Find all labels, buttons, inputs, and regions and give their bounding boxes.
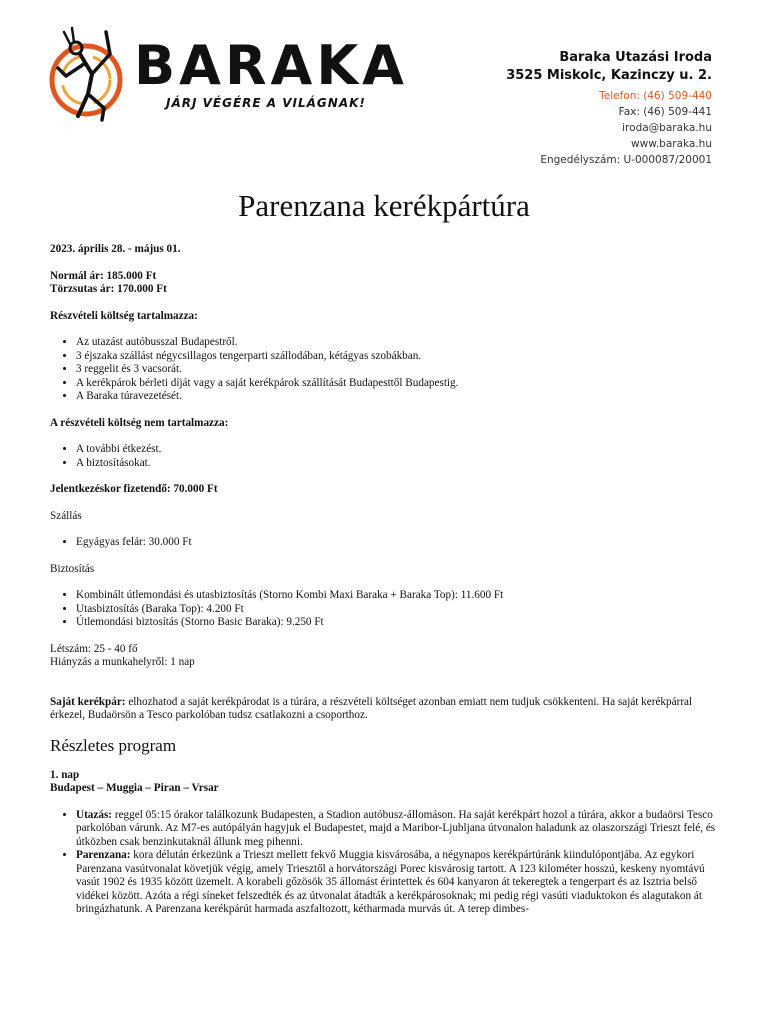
list-item: • Egyágyas felár: 30.000 Ft	[76, 536, 720, 550]
regular-price: Törzsutas ár: 170.000 Ft	[50, 283, 167, 295]
program-item-text: kora délután érkezünk a Trieszt mellett fekvő Muggia kisvárosába, a négynapos kerékpártúránk kiindulópontjába. Az egykori Parenzana vasútvonalat követjük végig, amely Triesztől a horvátországi Porec kisvárosig tartott. A 123 kilométer hosszú, keskeny nyomtávú vasút 1902 és 1935 között üzemelt. A korabeli gőzösök 35 állomást érintettek és 604 kanyaron át tekeregtek a tengerpart és az Isztria belső vidékei között. Azóta a régi síneket felszedték és az útvonalat átadták a kerékpárosoknak; mi pedig régi vasúti viaduktokon és alagutakon át bringázhatunk. A Parenzana kerékpárút harmada aszfaltozott, kétharmada murvás út. A terep dimbes-	[76, 849, 705, 915]
brand-slogan: JÁRJ VÉGÉRE A VILÁGNAK!	[166, 96, 366, 110]
trip-dates: 2023. április 28. - május 01.	[50, 243, 181, 255]
accommodation-list	[50, 536, 720, 550]
own-bike-paragraph	[50, 696, 720, 723]
normal-price: Normál ár: 185.000 Ft	[50, 269, 157, 282]
agency-name: Baraka Utazási Iroda	[559, 50, 712, 65]
list-item: • A kerékpárok bérleti díját vagy a saját kerékpárok szállítását Budapesttől Budapestig.	[76, 377, 720, 391]
excludes-list	[50, 443, 720, 470]
deposit: Jelentkezéskor fizetendő: 70.000 Ft	[50, 483, 218, 495]
program-item	[76, 809, 720, 850]
agency-license: Engedélyszám: U-000087/20001	[540, 154, 712, 166]
headcount: Létszám: 25 - 40 fő	[50, 642, 138, 655]
dancer-logo-icon	[48, 24, 138, 124]
program-item-label: Utazás:	[76, 808, 113, 821]
day-label: 1. nap	[50, 768, 80, 781]
own-bike-label: Saját kerékpár:	[50, 695, 126, 708]
insurance-list	[50, 589, 720, 630]
own-bike-text: elhozhatod a saját kerékpárodat is a túrára, a részvételi költséget azonban emiatt nem tudjuk csökkenteni. Ha saját kerékpárral érkezel, Budaörsön a Tesco parkolóban tudsz csatlakozni a csoporthoz.	[50, 695, 693, 721]
main-content	[50, 243, 720, 917]
program-item	[76, 849, 720, 917]
agency-contact	[506, 50, 712, 168]
absence: Hiányzás a munkahelyről: 1 nap	[50, 656, 195, 668]
program-list	[50, 809, 720, 917]
agency-fax: Fax: (46) 509-441	[618, 106, 712, 118]
list-item: • A biztosításokat.	[76, 457, 720, 471]
insurance-heading: Biztosítás	[50, 562, 95, 575]
baraka-logo	[48, 24, 408, 124]
agency-email[interactable]: iroda@baraka.hu	[622, 122, 712, 134]
page-title: Parenzana kerékpártúra	[238, 188, 530, 223]
includes-list	[50, 336, 720, 404]
list-item: • Kombinált útlemondási és utasbiztosítás (Storno Kombi Maxi Baraka + Baraka Top): 11.600 Ft	[76, 589, 720, 603]
day-route: Budapest – Muggia – Piran – Vrsar	[50, 782, 219, 794]
program-item-label: Parenzana:	[76, 849, 131, 861]
list-item: • Útlemondási biztosítás (Storno Basic Baraka): 9.250 Ft	[76, 616, 720, 630]
program-item-text: reggel 05:15 órakor találkozunk Budapesten, a Stadion autóbusz-állomáson. Ha saját kerékpárt hozol a túrára, akkor a budaörsi Tesco parkolóban várunk. Az M7-es autópályán hagyjuk el Budapestet, majd a Maribor-Ljubljana útvonalon haladunk az olaszországi Trieszt felé, és útközben csak benzinkutaknál állunk meg pihenni.	[76, 808, 716, 848]
accommodation-heading: Szállás	[50, 509, 82, 522]
agency-web[interactable]: www.baraka.hu	[631, 138, 712, 150]
list-item: • 3 reggelit és 3 vacsorát.	[76, 363, 720, 377]
agency-address: 3525 Miskolc, Kazinczy u. 2.	[506, 68, 712, 83]
list-item: • Utasbiztosítás (Baraka Top): 4.200 Ft	[76, 603, 720, 617]
list-item: • Az utazást autóbusszal Budapestről.	[76, 336, 720, 350]
program-heading: Részletes program	[50, 735, 177, 755]
brand-name: BARAKA	[134, 34, 408, 97]
includes-heading: Részvételi költség tartalmazza:	[50, 309, 198, 322]
agency-phone[interactable]: Telefon: (46) 509-440	[599, 90, 712, 102]
excludes-heading: A részvételi költség nem tartalmazza:	[50, 416, 229, 429]
list-item: • 3 éjszaka szállást négycsillagos tengerparti szállodában, kétágyas szobákban.	[76, 350, 720, 364]
list-item: • A Baraka túravezetését.	[76, 390, 720, 404]
list-item: • A további étkezést.	[76, 443, 720, 457]
